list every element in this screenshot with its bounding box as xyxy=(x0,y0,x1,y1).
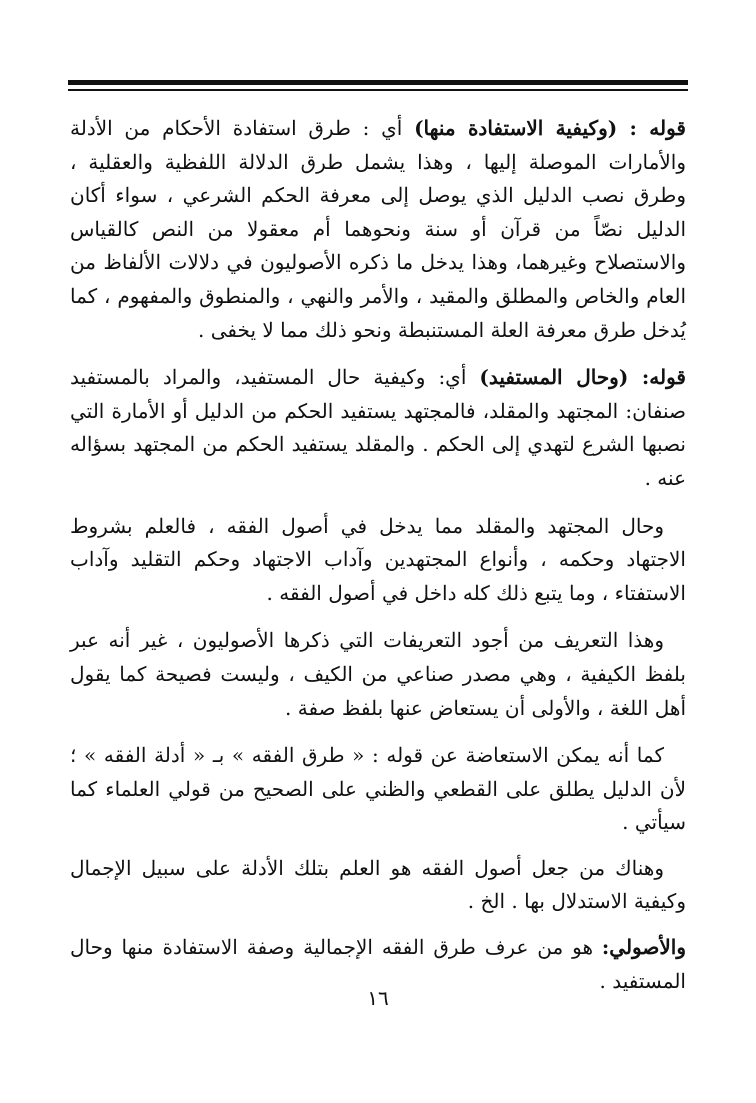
paragraph-5 xyxy=(70,739,686,840)
paragraph-lead: قوله: (وحال المستفيد) xyxy=(479,365,686,390)
paragraph-text: أي : طرق استفادة الأحكام من الأدلة والأمارات الموصلة إليها ، وهذا يشمل طرق الدلالة اللفظية والعقلية ، وطرق نصب الدليل الذي يوصل إلى معرفة الحكم الشرعي ، سواء أكان الدليل نصّاً من قرآن أو سنة ونحوهما أم معقولا من النص كالقياس والاستصلاح وغيرهما، وهذا يدخل ما ذكره الأصوليون في دلالات الألفاظ من العام والخاص والمطلق والمقيد ، والأمر والنهي ، والمنطوق والمفهوم ، كما يُدخل طرق معرفة العلة المستنبطة ونحو ذلك مما لا يخفى . xyxy=(70,116,686,342)
paragraph-lead: والأصولي: xyxy=(601,935,686,960)
paragraph-text: وهذا التعريف من أجود التعريفات التي ذكرها الأصوليون ، غير أنه عبر بلفظ الكيفية ، وهي مصدر صناعي من الكيف ، وليست فصيحة كما يقول أهل اللغة ، والأولى أن يستعاض عنها بلفظ صفة . xyxy=(70,628,686,720)
paragraph-3 xyxy=(70,510,686,611)
paragraph-text: كما أنه يمكن الاستعاضة عن قوله : « طرق الفقه » بـ « أدلة الفقه » ؛ لأن الدليل يطلق على القطعي والظني على الصحيح من قولي العلماء كما سيأتي . xyxy=(70,743,686,835)
paragraph-1 xyxy=(70,112,686,347)
header-rule-thin xyxy=(68,89,688,91)
paragraph-text: هو من عرف طرق الفقه الإجمالية وصفة الاستفادة منها وحال المستفيد . xyxy=(70,935,686,993)
header-rule-thick xyxy=(68,80,688,85)
page-body xyxy=(70,112,686,1012)
paragraph-lead: قوله : (وكيفية الاستفادة منها) xyxy=(414,116,686,140)
paragraph-text: وحال المجتهد والمقلد مما يدخل في أصول الفقه ، فالعلم بشروط الاجتهاد وحكمه ، وأنواع المجتهدين وآداب الاجتهاد وحكم التقليد وآداب الاستفتاء ، وما يتبع ذلك كله داخل في أصول الفقه . xyxy=(70,513,686,605)
paragraph-4 xyxy=(70,624,686,725)
paragraph-text: وهناك من جعل أصول الفقه هو العلم بتلك الأدلة على سبيل الإجمال وكيفية الاستدلال بها . الخ . xyxy=(70,855,686,914)
paragraph-text: أي: وكيفية حال المستفيد، والمراد بالمستفيد صنفان: المجتهد والمقلد، فالمجتهد يستفيد الحكم من الدليل أو الأمارة التي نصبها الشرع لتهدي إلى الحكم . والمقلد يستفيد الحكم من المجتهد بسؤاله عنه . xyxy=(70,365,686,490)
paragraph-2 xyxy=(70,361,686,495)
paragraph-6 xyxy=(70,852,686,919)
page-number: ١٦ xyxy=(367,986,389,1010)
